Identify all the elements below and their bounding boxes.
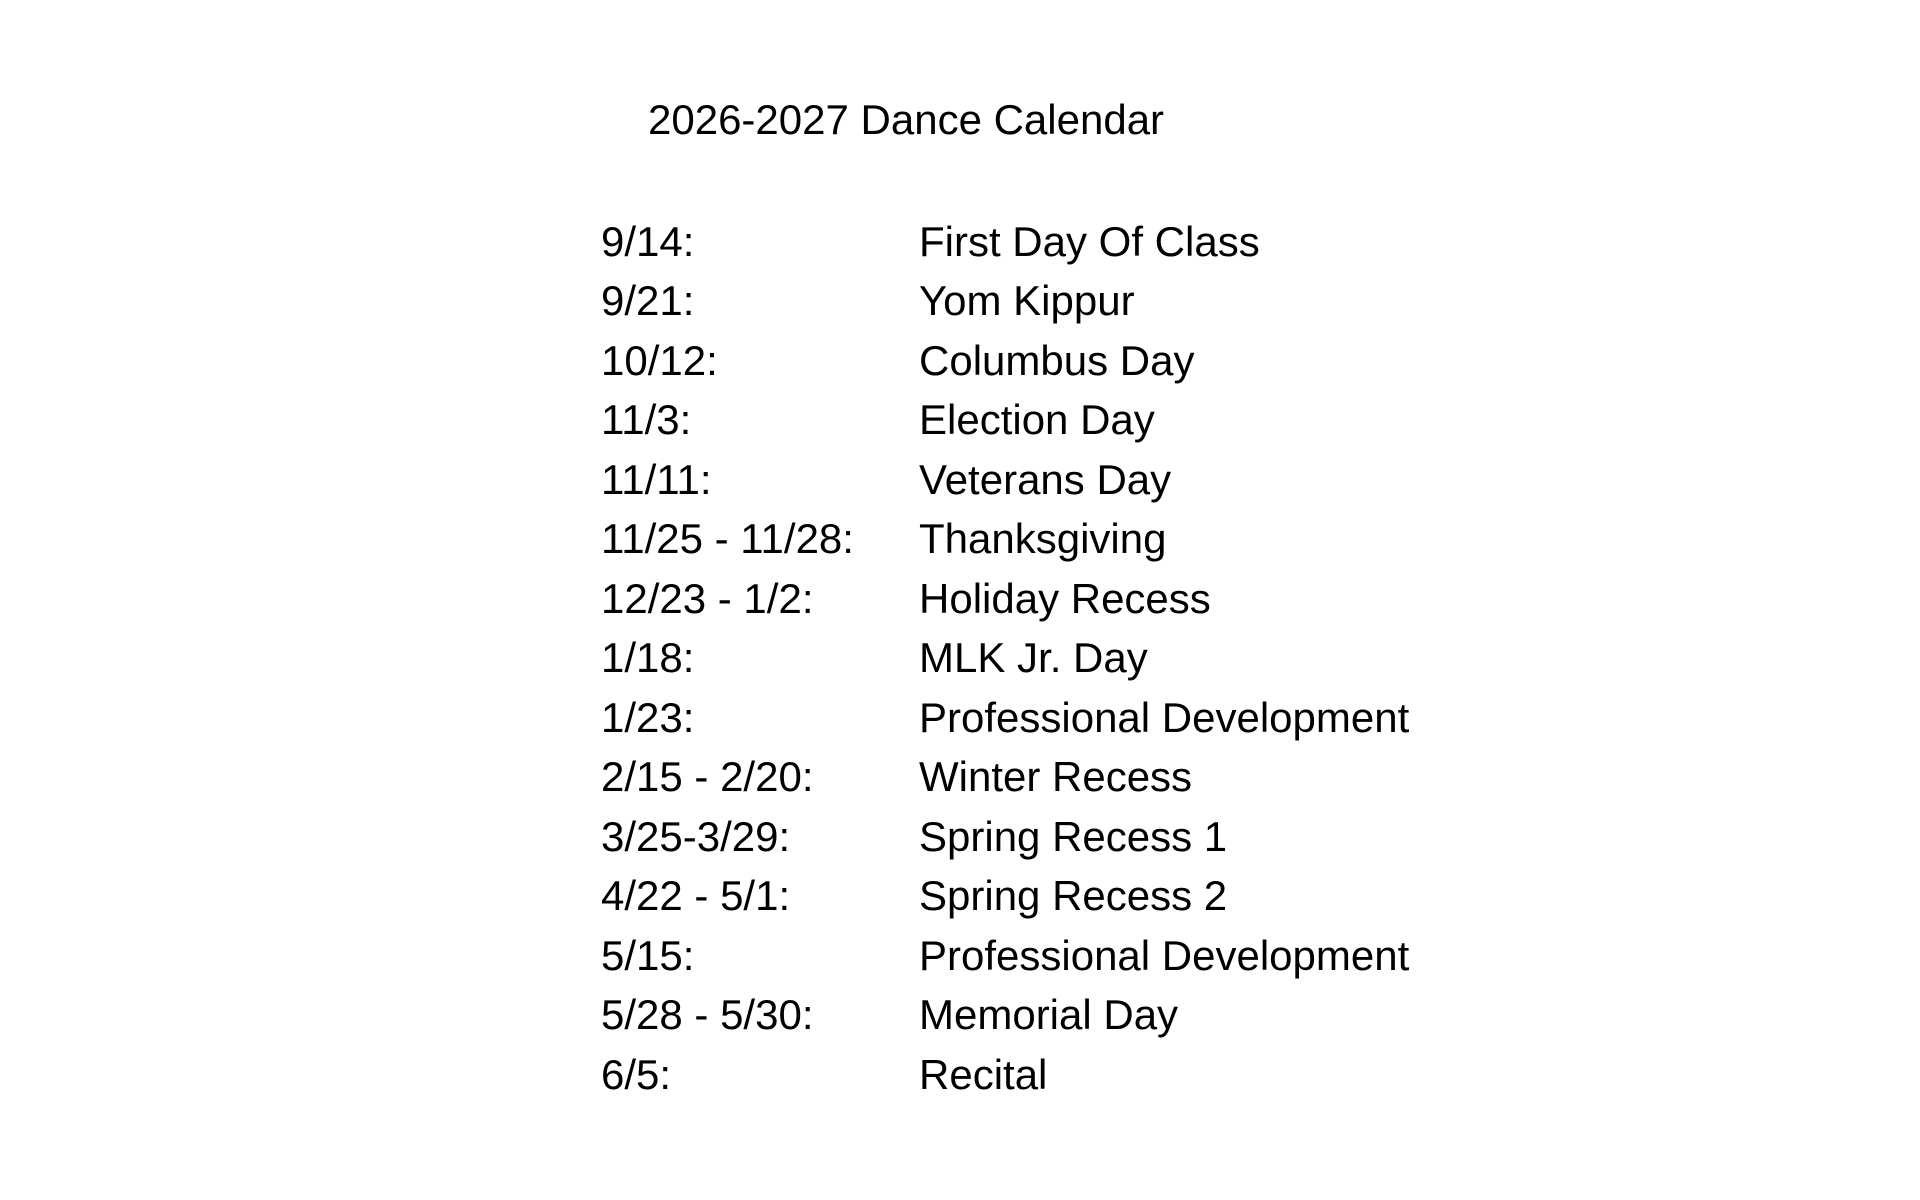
entry-date: 1/23:	[601, 693, 695, 741]
entry-date: 9/21:	[601, 277, 695, 325]
calendar-entry	[601, 688, 1409, 748]
calendar-entry	[601, 391, 1409, 451]
entry-event: Spring Recess 2	[919, 872, 1228, 920]
entry-event: Spring Recess 1	[919, 812, 1228, 860]
entry-event: Election Day	[919, 396, 1155, 444]
calendar-entry	[601, 212, 1409, 272]
entry-event: Professional Development	[919, 693, 1410, 741]
entry-event: Holiday Recess	[919, 574, 1211, 622]
entry-date: 2/15 - 2/20:	[601, 753, 814, 801]
calendar-entry	[601, 569, 1409, 629]
entry-date: 3/25-3/29:	[601, 812, 791, 860]
entry-event: Yom Kippur	[919, 277, 1135, 325]
entry-date: 5/28 - 5/30:	[601, 991, 814, 1039]
entry-event: MLK Jr. Day	[919, 634, 1148, 682]
entry-event: Winter Recess	[919, 753, 1193, 801]
calendar-entry	[601, 450, 1409, 510]
entry-date: 11/3:	[601, 396, 692, 444]
calendar-entry	[601, 748, 1409, 808]
entry-event: First Day Of Class	[919, 217, 1260, 265]
entry-event: Columbus Day	[919, 336, 1195, 384]
calendar-entry	[601, 629, 1409, 689]
entry-date: 10/12:	[601, 336, 718, 384]
calendar-entry	[601, 926, 1409, 986]
entry-event: Recital	[919, 1050, 1048, 1098]
entry-event: Thanksgiving	[919, 515, 1167, 563]
entry-date: 9/14:	[601, 217, 695, 265]
calendar-entry	[601, 510, 1409, 570]
calendar-entry	[601, 272, 1409, 332]
calendar-entry	[601, 331, 1409, 391]
entry-date: 12/23 - 1/2:	[601, 574, 814, 622]
entry-event: Veterans Day	[919, 455, 1172, 503]
calendar-entry	[601, 986, 1409, 1046]
entry-event: Memorial Day	[919, 991, 1179, 1039]
calendar-entry	[601, 1045, 1409, 1105]
entry-date: 11/11:	[601, 455, 712, 503]
entry-date: 6/5:	[601, 1050, 672, 1098]
entry-date: 4/22 - 5/1:	[601, 872, 791, 920]
calendar-entry	[601, 807, 1409, 867]
entry-date: 11/25 - 11/28:	[601, 515, 854, 563]
page-title: 2026-2027 Dance Calendar	[648, 96, 1165, 143]
entry-date: 1/18:	[601, 634, 695, 682]
calendar-entry	[601, 867, 1409, 927]
entry-event: Professional Development	[919, 931, 1410, 979]
entry-date: 5/15:	[601, 931, 695, 979]
calendar-list	[601, 212, 1409, 1105]
